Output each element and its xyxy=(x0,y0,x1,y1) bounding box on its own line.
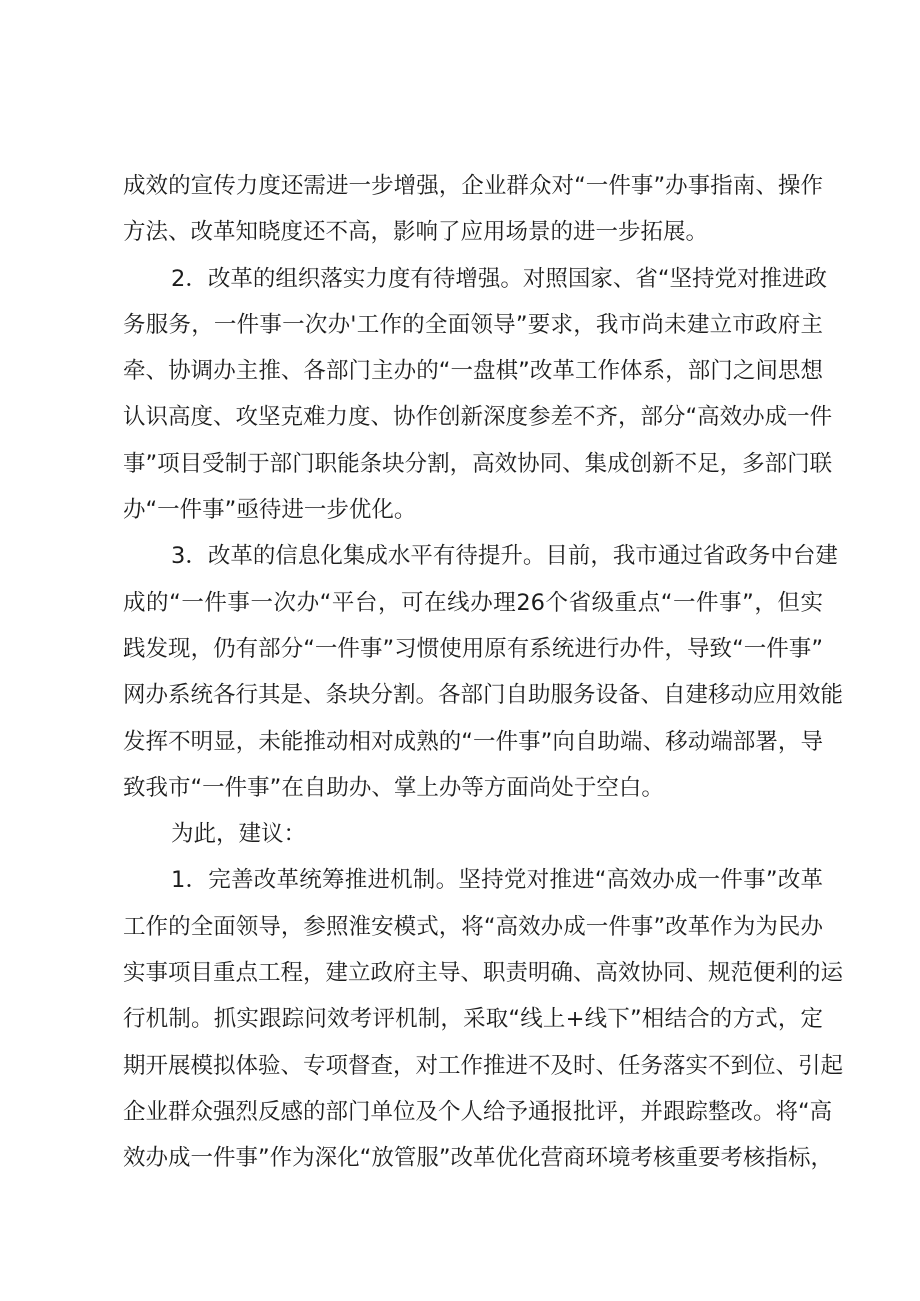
text-line: 发挥不明显，未能推动相对成熟的“一件事”向自助端、移动端部署，导 xyxy=(123,728,823,755)
document-body xyxy=(123,163,844,1182)
text-line: 成的“一件事一次办“平台，可在线办理26个省级重点“一件事”，但实 xyxy=(123,589,823,616)
text-line: 方法、改革知晓度还不高，影响了应用场景的进一步拓展。 xyxy=(123,219,709,246)
text-line: 企业群众强烈反感的部门单位及个人给予通报批评，并跟踪整改。将“高 xyxy=(123,1098,833,1125)
text-line: 效办成一件事”作为深化“放管服”改革优化营商环境考核重要考核指标， xyxy=(123,1145,833,1172)
text-line: 践发现，仍有部分“一件事”习惯使用原有系统进行办件，导致“一件事” xyxy=(123,635,823,662)
text-line: 行机制。抓实跟踪问效考评机制，采取“线上+线下”相结合的方式，定 xyxy=(123,1006,823,1033)
text-line: 办“一件事”亟待进一步优化。 xyxy=(123,497,417,524)
text-line: 致我市“一件事”在自助办、掌上办等方面尚处于空白。 xyxy=(123,774,664,801)
text-line: 工作的全面领导，参照淮安模式，将“高效办成一件事”改革作为为民办 xyxy=(123,913,823,940)
text-line: 实事项目重点工程，建立政府主导、职责明确、高效协同、规范便利的运 xyxy=(123,960,844,987)
suggestion-intro: 为此，建议： xyxy=(171,821,307,848)
text-line: 期开展模拟体验、专项督查，对工作推进不及时、任务落实不到位、引起 xyxy=(123,1052,844,1079)
text-line: 网办系统各行其是、条块分割。各部门自助服务设备、自建移动应用效能 xyxy=(123,682,844,709)
text-line: 成效的宣传力度还需进一步增强，企业群众对“一件事”办事指南、操作 xyxy=(123,173,823,199)
text-line: 牵、协调办主推、各部门主办的“一盘棋”改革工作体系，部门之间思想 xyxy=(123,358,823,385)
text-line: 务服务，一件事一次办'工作的全面领导”要求，我市尚未建立市政府主 xyxy=(123,311,823,338)
paragraph-heading-2: 2．改革的组织落实力度有待增强。对照国家、省“坚持党对推进政 xyxy=(171,265,827,292)
paragraph-heading-1: 1．完善改革统筹推进机制。坚持党对推进“高效办成一件事”改革 xyxy=(171,867,823,894)
text-line: 认识高度、攻坚克难力度、协作创新深度参差不齐，部分“高效办成一件 xyxy=(123,404,833,431)
text-line: 事”项目受制于部门职能条块分割，高效协同、集成创新不足，多部门联 xyxy=(123,450,833,477)
paragraph-heading-3: 3．改革的信息化集成水平有待提升。目前，我市通过省政务中台建 xyxy=(171,543,838,570)
